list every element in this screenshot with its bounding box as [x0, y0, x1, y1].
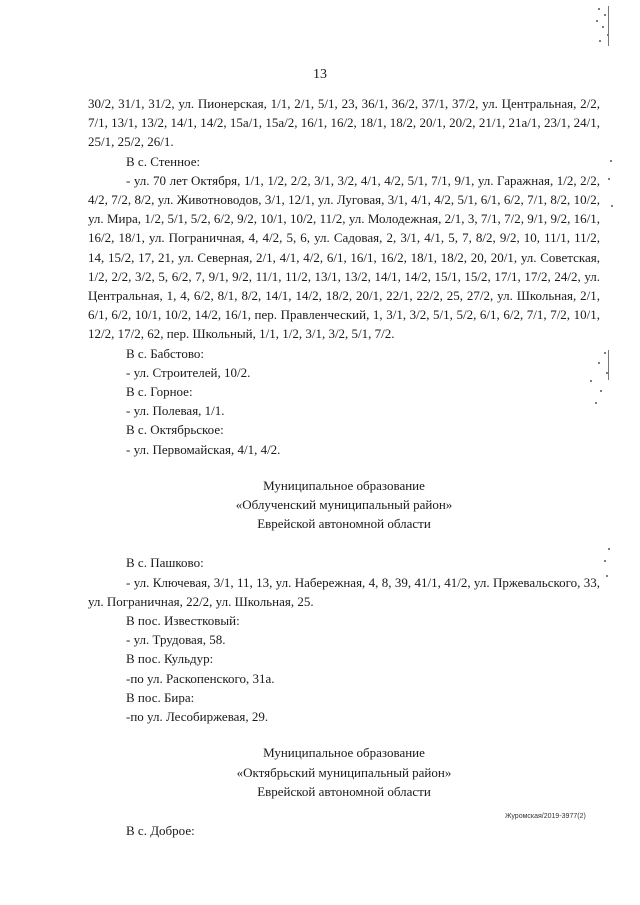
obluchensky-header-line1: Муниципальное образование [263, 477, 425, 493]
kuldur-address-list: -по ул. Раскопенского, 31а. [126, 670, 275, 686]
oktyabrsky-header-line2: «Октябрьский муниципальный район» [236, 764, 452, 780]
oktyabrskoe-title: В с. Октябрьское: [126, 422, 224, 438]
oktyabrsky-header-line1: Муниципальное образование [263, 745, 425, 761]
kuldur-title: В пос. Кульдур: [126, 651, 214, 667]
obluchensky-district-header [88, 476, 600, 534]
gornoe-address-list: - ул. Полевая, 1/1. [126, 403, 225, 419]
babstovo-title: В с. Бабстово: [126, 345, 204, 361]
bira-title: В пос. Бира: [126, 689, 195, 705]
oktyabrsky-header-line3: Еврейской автономной области [257, 783, 431, 799]
stennoe-title: В с. Стенное: [126, 153, 201, 169]
bira-address-list: -по ул. Лесобиржевая, 29. [126, 709, 269, 725]
oktyabrsky-district-header [88, 743, 600, 801]
obluchensky-header-line2: «Облученский муниципальный район» [235, 497, 453, 513]
stennoe-address-list: - ул. 70 лет Октября, 1/1, 1/2, 2/2, 3/1, 3/2, 4/1, 4/2, 5/1, 7/1, 9/1, ул. Гаражная, 1/2, 2/2, 4/2, 7/2, 8/2, ул. Животноводов, 3/1, 12/1, ул. Луговая, 3/1, 4/1, 4/2, 5/1, 6/1, 6/2, 7/1, 8/2, 10/2, ул. Мира, 1/2, 5/1, 5/2, 6/2, 9/2, 10/1, 10/2, 11/2, ул. Молодежная, 2/1, 3, 7/1, 7/2, 9/1, 9/2, 16/1, 16/2, 18/1, ул. Пограничная, 4, 4/2, 5, 6, ул. Садовая, 2, 3/1, 4/1, 5, 7, 8/2, 9/2, 10, 11/1, 11/2, 14, 15/2, 17, 21, ул. Северная, 2/1, 4/1, 4/2, 6/1, 16/1, 16/2, 18/1, 18/2, 20, 20/1, ул. Советская, 1/2, 2/2, 3/2, 5, 6/2, 7, 9/1, 9/2, 11/1, 11/2, 13/1, 13/2, 14/1, 14/2, 15/1, 15/2, 17/1, 17/2, 24/2, ул. Центральная, 1, 4, 6/2, 8/1, 8/2, 14/1, 14/2, 18/2, 20/1, 22/1, 22/2, 25, 27/2, ул. Школьная, 2/1, 6/1, 6/2, 10/1, 10/2, 14/2, 16/1, пер. Правленческий, 1, 3/1, 3/2, 5/1, 5/2, 6/1, 6/2, 7/1, 7/2, 10/1, 12/2, 17/2, 62, пер. Школьный, 1/1, 1/2, 3/1, 3/2, 5/1, 7/2. [88, 172, 600, 342]
izvestkovy-address-list: - ул. Трудовая, 58. [126, 632, 226, 648]
page-number: 13 [313, 67, 327, 82]
dobroe-title: В с. Доброе: [126, 822, 195, 838]
izvestkovy-title: В пос. Известковый: [126, 613, 240, 629]
continuation-paragraph: 30/2, 31/1, 31/2, ул. Пионерская, 1/1, 2/1, 5/1, 23, 36/1, 36/2, 37/1, 37/2, ул. Центральная, 2/2, 7/1, 13/1, 13/2, 14/1, 14/2, 15а/1, 15а/2, 16/1, 16/2, 18/1, 18/2, 20/1, 20/2, 21/1, 21а/1, 23/1, 24/1, 25/1, 25/2, 26/1. [88, 96, 600, 150]
oktyabrskoe-address-list: - ул. Первомайская, 4/1, 4/2. [126, 441, 281, 457]
obluchensky-header-line3: Еврейской автономной области [257, 516, 431, 532]
babstovo-address-list: - ул. Строителей, 10/2. [126, 364, 251, 380]
document-body [88, 94, 600, 840]
document-footer-id: Журомская/2019-3977(2) [505, 813, 586, 820]
pashkovo-title: В с. Пашково: [126, 555, 204, 571]
pashkovo-address-list: - ул. Ключевая, 3/1, 11, 13, ул. Набережная, 4, 8, 39, 41/1, 41/2, ул. Пржевальского, 33, ул. Пограничная, 22/2, ул. Школьная, 25. [88, 574, 600, 609]
gornoe-title: В с. Горное: [126, 384, 193, 400]
